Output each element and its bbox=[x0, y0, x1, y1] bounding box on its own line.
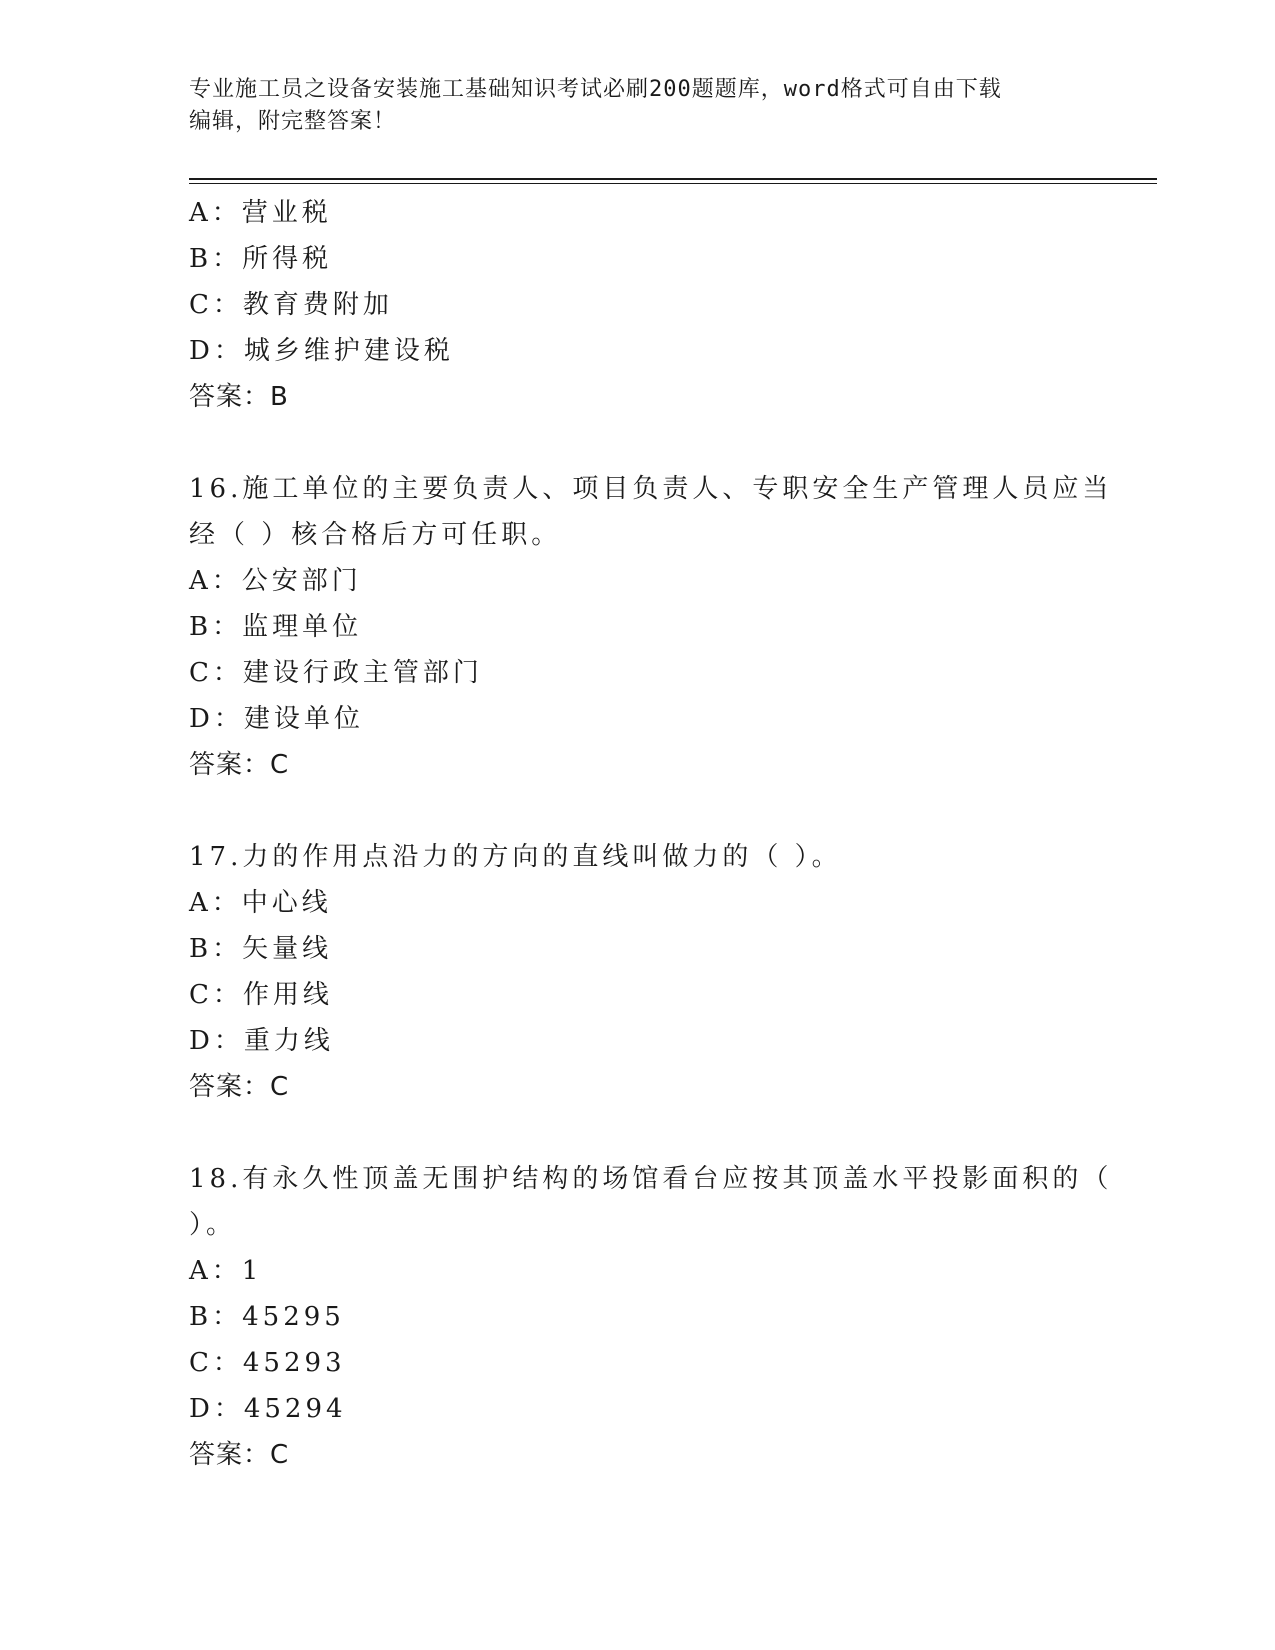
option-d: D：城乡维护建设税 bbox=[189, 336, 454, 366]
option-b: B：监理单位 bbox=[189, 612, 363, 642]
option-a: A：中心线 bbox=[189, 888, 332, 918]
document-header bbox=[189, 74, 1089, 138]
option-a: A：公安部门 bbox=[189, 566, 362, 596]
question-15 bbox=[189, 190, 1089, 420]
option-c: C：教育费附加 bbox=[189, 290, 393, 320]
header-divider-thick bbox=[189, 178, 1157, 180]
question-text-line-2: 经（ ）核合格后方可任职。 bbox=[189, 520, 562, 550]
header-title-line-1: 专业施工员之设备安装施工基础知识考试必刷200题题库，word格式可自由下载 bbox=[189, 77, 1002, 102]
option-a: A：营业税 bbox=[189, 198, 332, 228]
option-d: D：重力线 bbox=[189, 1026, 334, 1056]
question-text-line-1: 17.力的作用点沿力的方向的直线叫做力的（ ）。 bbox=[189, 842, 842, 872]
spacer bbox=[189, 788, 1089, 834]
option-d: D：建设单位 bbox=[189, 704, 364, 734]
option-c: C：作用线 bbox=[189, 980, 333, 1010]
question-text-line-1: 18.有永久性顶盖无围护结构的场馆看台应按其顶盖水平投影面积的（ bbox=[189, 1164, 1113, 1194]
question-text-line-1: 16.施工单位的主要负责人、项目负责人、专职安全生产管理人员应当 bbox=[189, 474, 1113, 504]
spacer bbox=[189, 420, 1089, 466]
option-c: C：45293 bbox=[189, 1348, 346, 1378]
question-17 bbox=[189, 834, 1089, 1110]
question-18 bbox=[189, 1156, 1113, 1478]
document-body bbox=[189, 190, 1113, 1478]
answer: 答案：C bbox=[189, 1072, 290, 1102]
question-text-line-2: ）。 bbox=[189, 1210, 237, 1240]
header-divider-thin bbox=[189, 183, 1157, 184]
option-c: C：建设行政主管部门 bbox=[189, 658, 483, 688]
option-a: A：1 bbox=[189, 1256, 263, 1286]
answer: 答案：C bbox=[189, 1440, 290, 1470]
option-d: D：45294 bbox=[189, 1394, 347, 1424]
answer: 答案：C bbox=[189, 750, 290, 780]
option-b: B：45295 bbox=[189, 1302, 345, 1332]
spacer bbox=[189, 1110, 1089, 1156]
header-title-line-2: 编辑，附完整答案！ bbox=[189, 109, 397, 134]
answer: 答案：B bbox=[189, 382, 289, 412]
option-b: B：所得税 bbox=[189, 244, 333, 274]
question-16 bbox=[189, 466, 1113, 788]
option-b: B：矢量线 bbox=[189, 934, 333, 964]
